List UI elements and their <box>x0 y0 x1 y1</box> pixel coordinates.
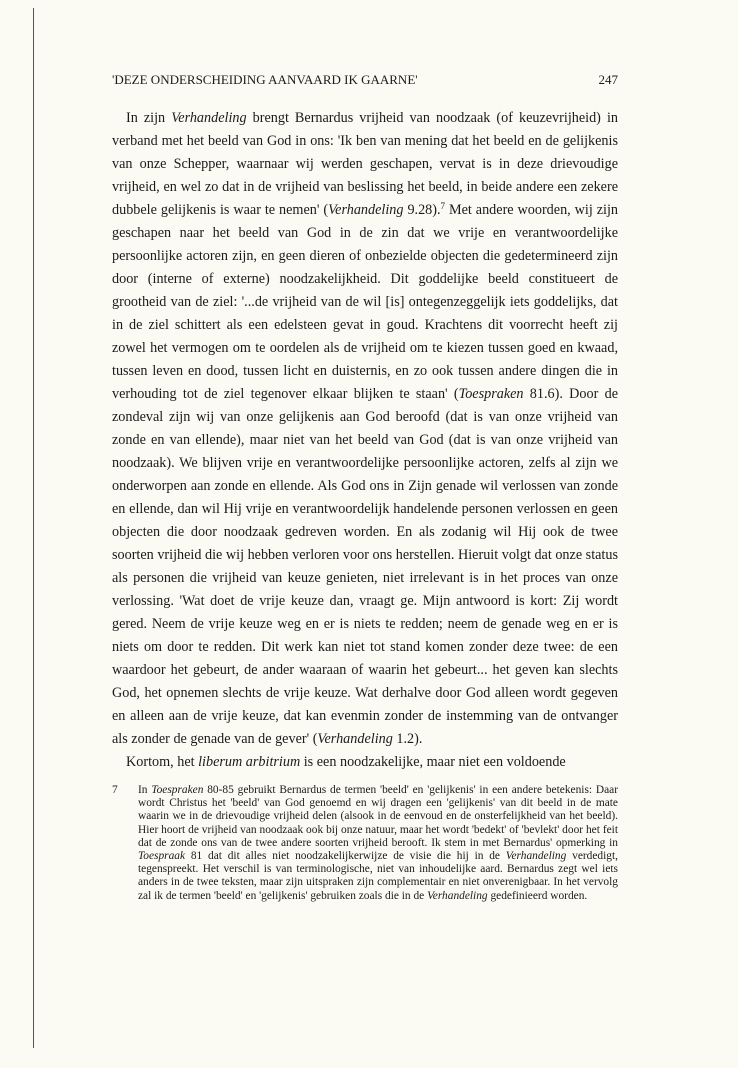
italic-title: Toespraak <box>138 850 186 863</box>
footnote-7 <box>112 784 618 903</box>
page-number: 247 <box>598 72 618 87</box>
italic-title: Verhandeling <box>171 110 247 126</box>
paragraph-2: Kortom, het liberum arbitrium is een noodzakelijke, maar niet een voldoende <box>126 754 566 770</box>
italic-title: Verhandeling <box>317 731 393 747</box>
italic-title: Toespraken <box>151 784 204 796</box>
footnote-text: In Toespraken 80-85 gebruikt Bernardus de termen 'beeld' en 'gelijkenis' in een andere betekenis: Daar wordt Christus het 'beeld' van God genoemd en wij dragen een 'gelijkenis' van dit beeld in de mate waarin we in de drievoudige vrijheid delen (alsook in de eenvoud en de onsterfelijkheid van het beeld). Hier hoort de vrijheid van noodzaak ook bij onze natuur, maar het wordt 'bedekt' of 'bevlekt' door het feit dat de zonde ons van de twee andere soorten vrijheid berooft. Ik stem in met Bernardus' opmerking in Toespraak 81 dat dit alles niet noodzakelijkerwijze de visie die hij in de Verhandeling verdedigt, tegenspreekt. Het verschil is van terminologische, niet van inhoudelijke aard. Bernardus zegt wel iets anders in de twee teksten, maar zijn uitspraken zijn complementair en niet onverenigbaar. In het vervolg zal ik de termen 'beeld' en 'gelijkenis' gebruiken zoals die in de Verhandeling gedefinieerd worden. <box>138 784 618 902</box>
running-title: 'DEZE ONDERSCHEIDING AANVAARD IK GAARNE' <box>112 72 418 87</box>
italic-title: Verhandeling <box>427 889 488 902</box>
page-edge-line <box>33 8 34 1048</box>
running-head <box>112 72 618 88</box>
book-page <box>112 72 618 903</box>
footnote-reference: 7 <box>440 201 446 211</box>
italic-title: Verhandeling <box>328 202 404 218</box>
body-text <box>112 107 618 774</box>
italic-title: liberum arbitrium <box>198 754 301 770</box>
italic-title: Toespraken <box>458 386 524 402</box>
paragraph-1: In zijn Verhandeling brengt Bernardus vrijheid van noodzaak (of keuzevrijheid) in verband met het beeld van God in ons: 'Ik ben van mening dat het beeld en de gelijkenis van onze Schepper, waarnaar wij werden geschapen, vervat is in deze drievoudige vrijheid, en wel zo dat in de vrijheid van beslissing het beeld, in beide andere een zekere dubbele gelijkenis is waar te nemen' (Verhandeling 9.28).$^7$ Met andere woorden, wij zijn geschapen naar het beeld van God in de zin dat we vrije en verantwoordelijke persoonlijke actoren zijn, en geen dieren of onbezielde objecten die gedetermineerd zijn door (interne of externe) noodzakelijkheid. Dit goddelijke beeld constitueert de grootheid van de ziel: '...de vrijheid van de wil [is] ontegenzeggelijk iets goddelijks, dat in de ziel schittert als een edelsteen gevat in goud. Krachtens dit voorrecht heeft zij zowel het vermogen om te oordelen als de vrijheid om te kiezen tussen goed en kwaad, tussen leven en dood, tussen licht en duisternis, en zo ook tussen andere dingen die in verhouding tot de ziel tegenover elkaar blijken te staan' (Toespraken 81.6). Door de zondeval zijn wij van onze gelijkenis aan God beroofd (dat is van onze vrijheid van zonde en van ellende), maar niet van het beeld van God (dat is van onze vrijheid van noodzaak). We blijven vrije en verantwoordelijke persoonlijke actoren, zelfs al zijn we onderworpen aan zonde en ellende. Als God ons in Zijn genade wil verlossen van zonde en ellende, dan wil Hij vrije en verantwoordelijk handelende personen verlossen en geen objecten die door noodzaak gedreven worden. En als zodanig wil Hij ook de twee soorten vrijheid die wij hebben verloren voor ons herstellen. Hieruit volgt dat onze status als personen die vrijheid van keuze genieten, niet irrelevant is in het proces van onze verlossing. 'Wat doet de vrije keuze dan, vraagt ge. Mijn antwoord is kort: Zij wordt gered. Neem de vrije keuze weg en er is niets te redden; neem de genade weg en er is niets om door te redden. Dit werk kan niet tot stand komen zonder deze twee: de een waardoor het gebeurt, de ander waaraan of waarin het gebeurt... het geven kan slechts God, het opnemen slechts de vrije keuze. Wat derhalve door God alleen wordt gegeven en alleen aan de vrije keuze, dat kan evenmin zonder de instemming van de ontvanger als zonder de genade van de gever' (Verhandeling 1.2). <box>112 110 618 747</box>
footnote-number: 7 <box>112 784 118 796</box>
italic-title: Verhandeling <box>505 850 567 863</box>
